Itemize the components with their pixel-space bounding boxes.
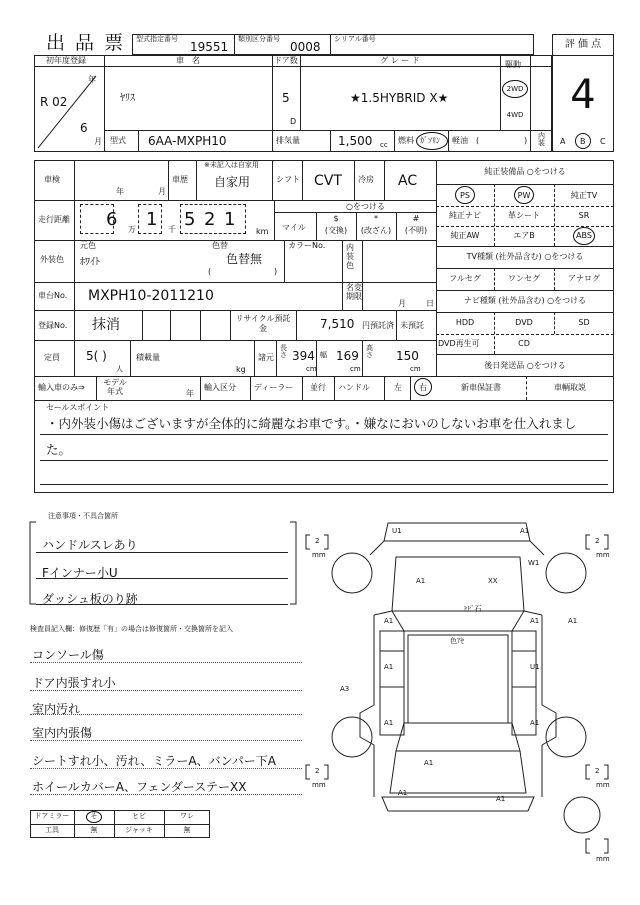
mm-rl: mm [312, 781, 326, 789]
light-oil-label: 軽油 [452, 136, 468, 145]
serial-label: シリアル番号 [334, 35, 376, 43]
ac-value: AC [398, 173, 418, 189]
mirror-value: そ [90, 812, 98, 820]
mileage-star: * [374, 214, 378, 223]
tv-title: TV種類 (社外品含む) ○をつける [466, 252, 584, 261]
chassis-value: MXPH10-2011210 [88, 288, 214, 304]
mileage-tampered: (改ざん) [360, 226, 392, 235]
mark-door-l-a1: A1 [384, 663, 394, 671]
mile-label: マイル [282, 223, 306, 232]
mileage-d1: 6 [106, 209, 118, 230]
light-paren-open: ( [476, 136, 480, 145]
interior-label: 内装 [538, 132, 545, 147]
length-label: 長さ [280, 344, 287, 359]
name-change-label: 名変期限 [346, 283, 362, 301]
handle-label: ハンドル [338, 383, 370, 392]
mark-hood-a1: A1 [416, 577, 426, 585]
car-name-value: ﾔﾘｽ [120, 93, 135, 104]
chassis-month-unit: 月 [398, 299, 406, 308]
first-reg-month: 6 [80, 121, 88, 135]
equip-ps: PS [460, 191, 470, 200]
mark-rear-bottom2-a1: A1 [496, 795, 506, 803]
mark-fender-r2-a1: A1 [568, 617, 578, 625]
manual-label: 車輌取説 [554, 383, 586, 392]
class-no-label: 類別区分番号 [238, 35, 280, 43]
mark-front-u1: U1 [392, 527, 402, 535]
chassis-label: 車台No. [38, 291, 68, 300]
page-title: 出 品 票 [46, 32, 126, 54]
inspector-item-6: ホイールカバーA、フェンダーステーXX [32, 780, 247, 794]
color-change-value: 色替無 [226, 252, 263, 266]
jack-value: 無 [183, 826, 191, 834]
drive-2wd: 2WD [506, 85, 524, 93]
inspector-item-2: ドア内張すれ小 [32, 676, 116, 690]
import-parallel: 並行 [310, 383, 326, 392]
note-item-1: ハンドルスレあり [42, 538, 138, 552]
mark-front-a1: A1 [520, 527, 530, 535]
navi-dvd: DVD [515, 318, 533, 327]
mark-front-w1: W1 [528, 559, 540, 567]
mileage-unit: km [256, 227, 269, 236]
mark-rear-r-a1: A1 [530, 719, 540, 727]
recycle-unit: 円 [362, 321, 370, 330]
ac-label: 冷房 [358, 175, 374, 184]
equip-navi: 純正ナビ [449, 211, 481, 220]
note-item-3: ダッシュ板のり跡 [42, 592, 138, 606]
import-label: 輸入車のみ⇒ [38, 383, 85, 392]
tool-value: 無 [90, 826, 98, 834]
chassis-day-unit: 日 [426, 299, 434, 308]
notes-title: 注意事項・不具合箇所 [48, 512, 118, 520]
recycle-deposited: 預託済 [370, 321, 394, 330]
light-paren-close: ) [524, 136, 528, 145]
fuel-label: 燃料 [398, 136, 414, 145]
capacity-person-unit: 人 [116, 365, 123, 373]
mileage-hash: # [412, 214, 420, 223]
tv-oneseg: ワンセグ [508, 274, 540, 283]
navi-hdd: HDD [455, 318, 475, 327]
displacement-label: 排気量 [276, 136, 300, 145]
mm-spare: mm [596, 855, 610, 863]
mileage-exchange: (交換) [324, 226, 348, 235]
handle-left: 左 [394, 383, 402, 392]
fuel-value: ｶﾞｿﾘﾝ [420, 136, 440, 145]
mark-door-r-u1: U1 [530, 663, 540, 671]
warranty-label: 新車保証書 [461, 383, 501, 392]
inspector-item-3: 室内汚れ [32, 702, 81, 716]
mm-fr: mm [596, 551, 610, 559]
car-name-label: 車 名 [176, 56, 200, 65]
history-value: 自家用 [214, 175, 251, 189]
sales-line-2: た。 [46, 442, 72, 457]
inspector-title: 検査員記入欄：修復歴「有」の場合は修復箇所・交換箇所を記入 [30, 625, 233, 633]
registration-label: 登録No. [38, 321, 68, 330]
equip-aw: 純正AW [450, 231, 480, 240]
model-no-label: 型式指定番号 [136, 35, 178, 43]
score-label: 評 価 点 [564, 39, 602, 50]
break-label: ワレ [180, 812, 194, 820]
mark-rear-a1: A1 [424, 759, 434, 767]
interior-b: B [580, 137, 586, 146]
color-orig-label: 元色 [80, 241, 96, 250]
mileage-d3: 5 [184, 209, 196, 230]
cd-label: CD [518, 339, 530, 348]
history-note: ※未記入は自家用 [204, 161, 259, 169]
type-label: 型式 [110, 136, 126, 145]
color-no-label: カラーNo. [288, 241, 326, 250]
handle-right: 右 [419, 383, 427, 392]
model-year-label: モデル年式 [103, 378, 127, 396]
sales-line-1: ・内外装小傷はございますが全体的に綺麗なお車です。・嫌なにおいのしないお車を仕入れまし [46, 416, 577, 431]
interior-c: C [600, 137, 606, 146]
equipment-title: 純正装備品 ○をつける [484, 167, 566, 176]
era-year: R 02 [40, 95, 68, 109]
grade-value: ★1.5HYBRID X★ [350, 91, 449, 105]
import-year-unit: 年 [186, 389, 194, 398]
color-paren-open: ( [208, 267, 212, 276]
mark-roof: 色ｱｾ [450, 637, 464, 645]
displacement-unit: cc [380, 141, 388, 149]
color-orig-value: ﾎﾜｲﾄ [80, 257, 100, 268]
inspector-item-1: コンソール傷 [32, 648, 104, 662]
shift-value: CVT [314, 173, 342, 189]
inspector-item-4: 室内内張傷 [32, 726, 93, 740]
mileage-label: 走行距離 [38, 215, 70, 224]
capacity-label: 定員 [44, 353, 60, 362]
shift-label: シフト [276, 175, 300, 184]
registration-value: 抹消 [92, 317, 120, 333]
mileage-circle-note: ○をつける [346, 202, 385, 211]
mileage-u2: 千 [168, 225, 176, 234]
mark-rear-bottom-a1: A1 [398, 789, 408, 797]
mm-rr: mm [596, 781, 610, 789]
dvd-playback: DVD再生可 [438, 339, 480, 348]
tool-label: 工具 [45, 826, 59, 834]
inspection-year-unit: 年 [116, 187, 124, 196]
history-label: 車歴 [172, 175, 188, 184]
mark-hood-xx: XX [488, 577, 498, 585]
jack-label: ジャッキ [125, 826, 153, 834]
load-label: 積載量 [136, 353, 160, 362]
equip-tv: 純正TV [570, 191, 598, 200]
class-no-value: 0008 [290, 40, 321, 54]
mirror-label: ドアミラー [34, 812, 70, 820]
interior-color-label: 内装色 [346, 243, 354, 270]
post-title: 後日発送品 ○をつける [484, 361, 566, 370]
bracket-rl: 2 [315, 767, 320, 775]
equip-airbag: エアB [513, 231, 535, 240]
mileage-d2: 1 [146, 209, 158, 230]
tv-fullseg: フルセグ [449, 274, 481, 283]
mark-fender-l-a1: A1 [384, 617, 394, 625]
equip-sr: SR [578, 211, 590, 220]
load-kg-unit: kg [236, 365, 246, 374]
type-value: 6AA-MXPH10 [148, 134, 227, 148]
sales-label: セールスポイント [46, 403, 110, 412]
tv-analog: アナログ [568, 274, 600, 283]
crack-label: ヒビ [132, 812, 146, 820]
displacement-value: 1,500 [338, 134, 373, 148]
width-value: 169 [336, 349, 359, 363]
grade-label: グ レ ー ド [380, 56, 420, 65]
mirror-circle [86, 811, 102, 823]
color-change-label: 色替 [212, 241, 228, 250]
recycle-not-deposited: 未預託 [400, 321, 424, 330]
mark-hood-hibi: ﾋﾋﾞ石 [464, 605, 482, 613]
height-label: 高さ [366, 344, 373, 359]
mm-fl: mm [312, 551, 326, 559]
width-cm: cm [350, 365, 361, 373]
width-label: 幅 [320, 351, 327, 359]
bracket-fl: 2 [315, 537, 320, 545]
import-type-label: 輸入区分 [204, 383, 236, 392]
bracket-rr: 2 [595, 767, 600, 775]
mileage-u1: 万 [128, 225, 136, 234]
length-value: 394 [292, 349, 315, 363]
month-unit: 月 [94, 137, 102, 146]
length-cm: cm [306, 365, 317, 373]
note-item-2: Fインナー小U [42, 566, 118, 580]
inspection-label: 車検 [44, 175, 60, 184]
drive-4wd: 4WD [506, 111, 524, 119]
equip-abs: ABS [576, 231, 592, 240]
equip-leather: 革シート [508, 211, 540, 220]
navi-sd: SD [578, 318, 590, 327]
inspector-item-5: シートすれ小、汚れ、ミラーA、バンパー下A [32, 754, 276, 768]
mark-fender-r-a1: A1 [530, 617, 540, 625]
equip-pw: PW [517, 191, 531, 200]
score-value: 4 [570, 72, 596, 118]
doors-label: ドア数 [274, 56, 298, 65]
interior-a: A [560, 137, 566, 146]
height-cm: cm [410, 365, 421, 373]
capacity-value: 5( ) [86, 349, 107, 363]
doors-value: 5 [282, 91, 290, 105]
mark-rear-l-a1: A1 [384, 719, 394, 727]
mark-sill-a3: A3 [340, 685, 350, 693]
import-dealer: ディーラー [254, 383, 294, 392]
color-label: 外装色 [40, 255, 64, 264]
year-unit: 年 [88, 75, 96, 84]
bracket-fr: 2 [595, 537, 600, 545]
mileage-unknown: (不明) [404, 226, 428, 235]
height-value: 150 [396, 349, 419, 363]
inspection-month-unit: 月 [158, 187, 166, 196]
mileage-d4: 2 [204, 209, 216, 230]
spec-label: 諸元 [258, 353, 274, 362]
recycle-label: リサイクル預託金 [235, 314, 291, 333]
doors-type: D [290, 117, 297, 126]
drive-label: 駆動 [505, 60, 521, 69]
first-reg-label: 初年度登録 [46, 56, 86, 65]
recycle-value: 7,510 [320, 317, 355, 331]
mileage-d5: 1 [224, 209, 236, 230]
model-no-value: 19551 [190, 40, 229, 54]
car-diagram [300, 515, 630, 875]
color-paren-close: ) [274, 267, 278, 276]
mileage-dollar: $ [333, 214, 339, 223]
navi-title: ナビ種類 (社外品含む) ○をつける [463, 296, 587, 305]
